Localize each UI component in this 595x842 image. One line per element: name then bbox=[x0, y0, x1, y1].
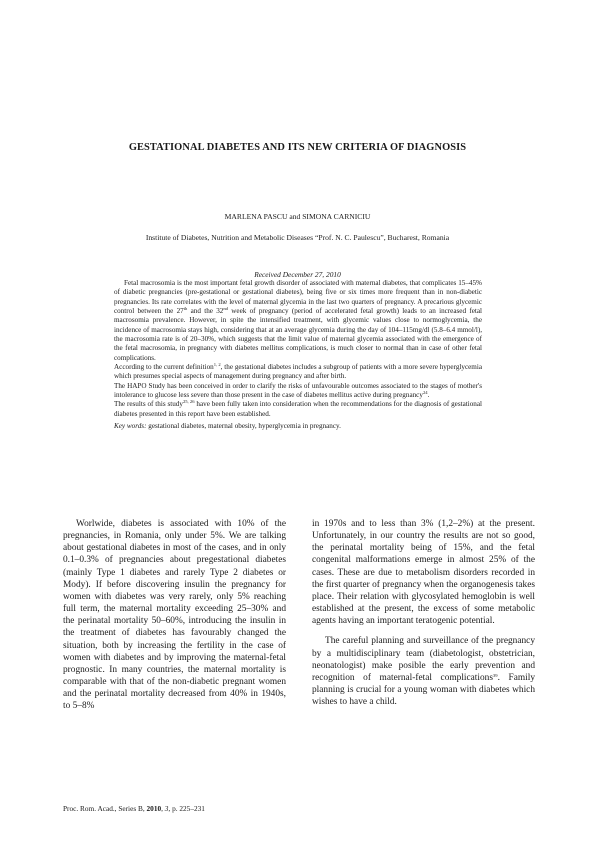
body-paragraph: Worlwide, diabetes is associated with 10% of the pregnancies, in Romania, only under 5%. We are talking about gestational diabetes in most of the cases, and in only 0.1–0.3% of pregnancies about pregestational diabetes (mainly Type 1 diabetes and rarely Type 2 diabetes or Mody). If before discovering insulin the pregnancy for women with diabetes was very rarely, only 5% reaching full term, the maternal mortality exceeding 25–30% and the perinatal mortality 50–60%, introducing the insulin in the treatment of diabetes has favourably changed the situation, both by increasing the fertility in the case of women with diabetes and by improving the maternal-fetal prognostic. In many countries, the maternal mortality is comparable with that of the non-diabetic pregnant women and the perinatal mortality decreased from 40% in 1940s, to 5–8% bbox=[63, 519, 286, 712]
authors: MARLENA PASCU and SIMONA CARNICIU bbox=[224, 212, 371, 221]
abstract bbox=[114, 279, 482, 432]
body-paragraph: The careful planning and surveillance of the pregnancy by a multidisciplinary team (diabetologist, obstetrician, neonatologist) make posible the early prevention and recognition of maternal-fetal complications$^{39}$. Family planning is crucial for a young woman with diabetes which wishes to have a child. bbox=[312, 636, 535, 708]
keywords: Key words: gestational diabetes, maternal obesity, hyperglycemia in pregnancy. bbox=[114, 422, 341, 431]
abstract-paragraph: According to the current definition$^{1, 2}$, the gestational diabetes includes a subgroup of patients with a more severe hyperglycemia which presumes special aspects of management during pregnancy and after birth. bbox=[114, 362, 483, 381]
abstract-paragraph: Fetal macrosomia is the most important fetal growth disorder of associated with maternal diabetes, that complicates 15–45% of diabetic pregnancies (pre-gestational or gestational diabetes), being five or six times more frequent than in non-diabetic pregnancies. Its rate correlates with the level of maternal glycemia in the last two quarters of pregnancy. A precarious glycemic control between the 27th and the 32nd week of pregnancy (period of accelerated fetal growth) leads to an increased fetal macrosomia prevalence. However, in spite the intensified treatment, with glycemic values close to normoglycemia, the incidence of macrosomia stays high, considering that at an average glycemia during the day of 104–115mg/dl (5.8–6.4 mmol/l), the macrosomia rate is of 20–30%, which suggests that the limit value of maternal glycemia associated with the emergence of the fetal macrosomia, in pregnancy with diabetes mellitus complications, is much closer to normal than in case of other fetal complications. bbox=[114, 279, 483, 362]
body-paragraph: in 1970s and to less than 3% (1,2–2%) at the present. Unfortunately, in our country the results are not so good, the perinatal mortality being of 15%, and the fetal congenital malformations emerge in almost 25% of the cases. These are due to metabolism disorders recorded in the first quarter of pregnancy when the organogenesis takes place. Their relation with glycosylated hemoglobin is well established at the present, the excess of some metabolic agents having an important teratogenic potential. bbox=[312, 519, 535, 627]
affiliation: Institute of Diabetes, Nutrition and Metabolic Diseases “Prof. N. C. Paulescu”, Bucharest, Romania bbox=[145, 233, 450, 242]
body-column-left bbox=[63, 518, 286, 713]
abstract-paragraph: The results of this study$^{25, 26}$ have been fully taken into consideration when the recommendations for the diagnosis of gestational diabetes presented in this report have been established. bbox=[114, 399, 483, 418]
keywords-label: Key words: bbox=[114, 422, 147, 431]
citation-footer: Proc. Rom. Acad., Series B, 2010, 3, p. 225–231 bbox=[63, 804, 205, 813]
abstract-paragraph: The HAPO Study has been conceived in order to clarify the risks of unfavourable outcomes associated to the stages of mother's intolerance to glucose less severe than those present in the case of diabetes mellitus active during pregnancy$^{24}$. bbox=[114, 381, 482, 400]
paper-title: GESTATIONAL DIABETES AND ITS NEW CRITERIA OF DIAGNOSIS bbox=[128, 142, 467, 153]
received-date: Received December 27, 2010 bbox=[254, 270, 341, 279]
body-column-right bbox=[312, 518, 535, 708]
